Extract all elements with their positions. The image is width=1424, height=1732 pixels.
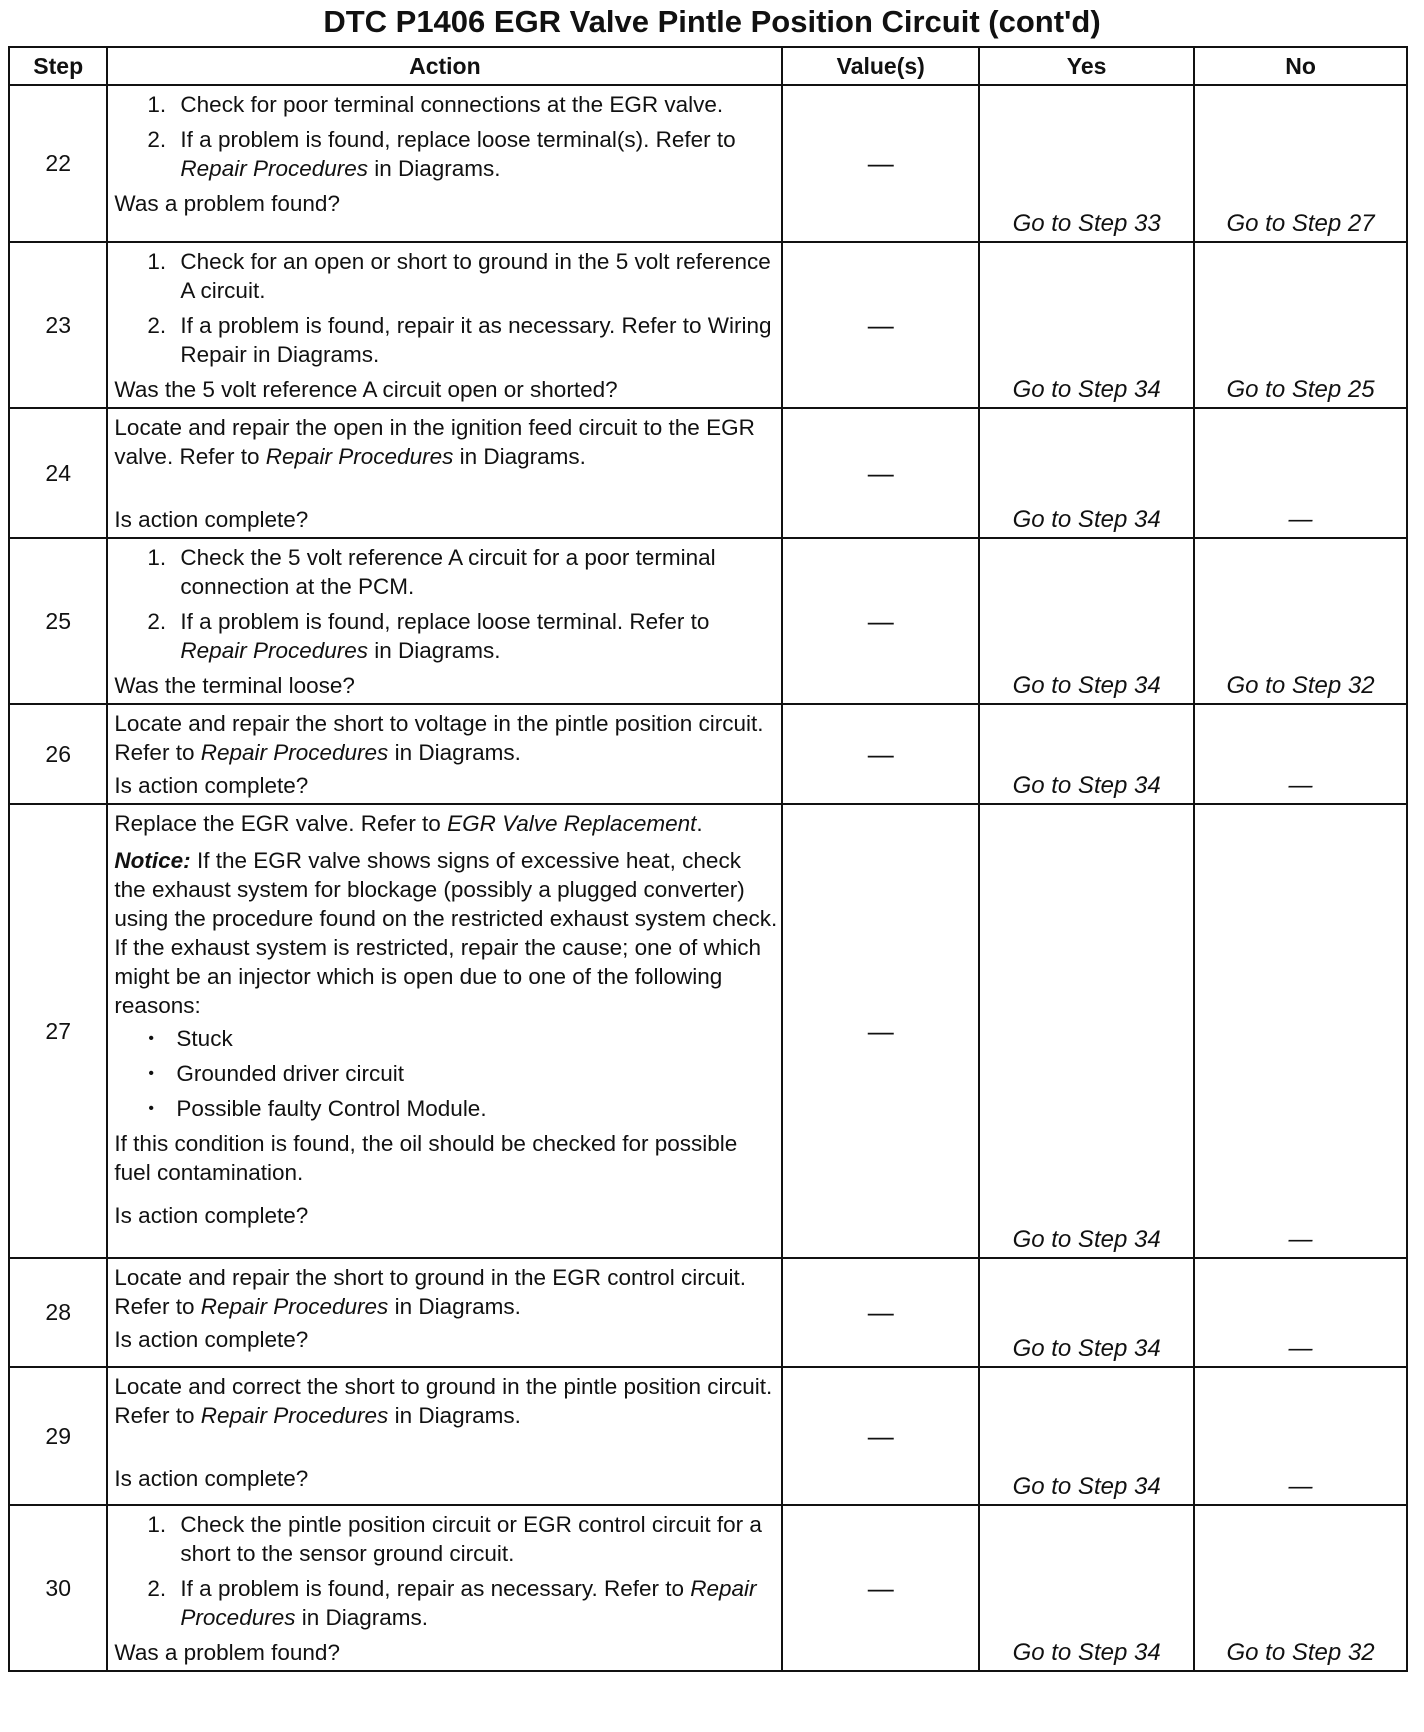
no-cell: —	[1194, 1367, 1407, 1505]
action-step: 2. If a problem is found, replace loose terminal(s). Refer to Repair Procedures in Diagrams.	[172, 125, 777, 183]
table-row	[9, 1505, 1407, 1671]
action-step: 1. Check for poor terminal connections at the EGR valve.	[172, 90, 777, 119]
action-text: Locate and repair the open in the ignition feed circuit to the EGR valve. Refer to Repair Procedures in Diagrams.	[114, 415, 755, 469]
action-step: 1. Check the pintle position circuit or EGR control circuit for a short to the sensor ground circuit.	[172, 1510, 777, 1568]
list-item: • Stuck	[176, 1024, 777, 1053]
value-cell: —	[782, 804, 979, 1258]
action-question: Is action complete?	[114, 1466, 309, 1491]
yes-cell: Go to Step 34	[979, 242, 1194, 408]
action-cell	[107, 242, 782, 408]
action-step: 2. If a problem is found, replace loose terminal. Refer to Repair Procedures in Diagrams.	[172, 607, 777, 665]
value-cell: —	[782, 538, 979, 704]
table-header-row	[9, 47, 1407, 85]
action-question: Is action complete?	[114, 773, 309, 798]
no-cell: —	[1194, 704, 1407, 804]
action-text: Locate and correct the short to ground in the pintle position circuit. Refer to Repair Procedures in Diagrams.	[114, 1374, 773, 1428]
step-number: 29	[9, 1367, 107, 1505]
action-question: Was a problem found?	[114, 191, 340, 216]
table-row	[9, 804, 1407, 1258]
header-step: Step	[9, 47, 107, 85]
action-cell	[107, 1505, 782, 1671]
no-cell: —	[1194, 408, 1407, 538]
value-cell: —	[782, 85, 979, 242]
list-item: • Grounded driver circuit	[176, 1059, 777, 1088]
step-number: 28	[9, 1258, 107, 1367]
step-number: 23	[9, 242, 107, 408]
value-cell: —	[782, 1258, 979, 1367]
reason-list	[144, 1024, 777, 1123]
step-number: 22	[9, 85, 107, 242]
action-cell	[107, 1258, 782, 1367]
yes-cell: Go to Step 34	[979, 804, 1194, 1258]
action-step: 2. If a problem is found, repair it as necessary. Refer to Wiring Repair in Diagrams.	[172, 311, 777, 369]
action-step: 1. Check the 5 volt reference A circuit for a poor terminal connection at the PCM.	[172, 543, 777, 601]
action-text: Locate and repair the short to ground in the EGR control circuit. Refer to Repair Procedures in Diagrams.	[114, 1265, 747, 1319]
action-question: Was the terminal loose?	[114, 673, 355, 698]
action-cell	[107, 1367, 782, 1505]
action-question: Was the 5 volt reference A circuit open or shorted?	[114, 377, 618, 402]
no-cell: Go to Step 25	[1194, 242, 1407, 408]
action-text: Locate and repair the short to voltage in the pintle position circuit. Refer to Repair Procedures in Diagrams.	[114, 711, 764, 765]
table-row	[9, 1258, 1407, 1367]
action-steps	[114, 543, 777, 665]
no-cell: —	[1194, 1258, 1407, 1367]
yes-cell: Go to Step 34	[979, 1367, 1194, 1505]
step-number: 30	[9, 1505, 107, 1671]
table-row	[9, 538, 1407, 704]
table-row	[9, 408, 1407, 538]
no-cell: Go to Step 32	[1194, 538, 1407, 704]
yes-cell: Go to Step 34	[979, 704, 1194, 804]
action-step: 1. Check for an open or short to ground in the 5 volt reference A circuit.	[172, 247, 777, 305]
action-cell	[107, 538, 782, 704]
header-yes: Yes	[979, 47, 1194, 85]
table-row	[9, 242, 1407, 408]
yes-cell: Go to Step 33	[979, 85, 1194, 242]
action-question: Is action complete?	[114, 1203, 309, 1228]
no-cell: Go to Step 27	[1194, 85, 1407, 242]
yes-cell: Go to Step 34	[979, 1258, 1194, 1367]
step-number: 25	[9, 538, 107, 704]
follow-up-text: If this condition is found, the oil should be checked for possible fuel contamination.	[114, 1131, 738, 1185]
page-title: DTC P1406 EGR Valve Pintle Position Circuit (cont'd)	[323, 4, 1101, 39]
table-row	[9, 85, 1407, 242]
no-cell: —	[1194, 804, 1407, 1258]
yes-cell: Go to Step 34	[979, 408, 1194, 538]
action-steps	[114, 1510, 777, 1632]
value-cell: —	[782, 704, 979, 804]
action-question: Is action complete?	[114, 507, 309, 532]
action-steps	[114, 247, 777, 369]
action-steps	[114, 90, 777, 183]
diagnostic-table	[8, 46, 1408, 1672]
action-text: Replace the EGR valve. Refer to EGR Valve Replacement.	[114, 811, 703, 836]
step-number: 24	[9, 408, 107, 538]
yes-cell: Go to Step 34	[979, 538, 1194, 704]
list-item: • Possible faulty Control Module.	[176, 1094, 777, 1123]
step-number: 27	[9, 804, 107, 1258]
value-cell: —	[782, 1367, 979, 1505]
action-question: Is action complete?	[114, 1327, 309, 1352]
notice-text: Notice: If the EGR valve shows signs of excessive heat, check the exhaust system for blockage (possibly a plugged converter) using the procedure found on the restricted exhaust system check. If the exhaust system is restricted, repair the cause; one of which might be an injector which is open due to one of the following reasons:	[114, 848, 778, 1018]
action-cell	[107, 408, 782, 538]
value-cell: —	[782, 408, 979, 538]
notice-label: Notice:	[114, 848, 191, 873]
header-action: Action	[107, 47, 782, 85]
table-row	[9, 1367, 1407, 1505]
value-cell: —	[782, 242, 979, 408]
action-cell	[107, 804, 782, 1258]
action-question: Was a problem found?	[114, 1640, 340, 1665]
action-cell	[107, 704, 782, 804]
no-cell: Go to Step 32	[1194, 1505, 1407, 1671]
value-cell: —	[782, 1505, 979, 1671]
action-cell	[107, 85, 782, 242]
header-no: No	[1194, 47, 1407, 85]
header-values: Value(s)	[782, 47, 979, 85]
step-number: 26	[9, 704, 107, 804]
action-step: 2. If a problem is found, repair as necessary. Refer to Repair Procedures in Diagrams.	[172, 1574, 777, 1632]
table-row	[9, 704, 1407, 804]
yes-cell: Go to Step 34	[979, 1505, 1194, 1671]
